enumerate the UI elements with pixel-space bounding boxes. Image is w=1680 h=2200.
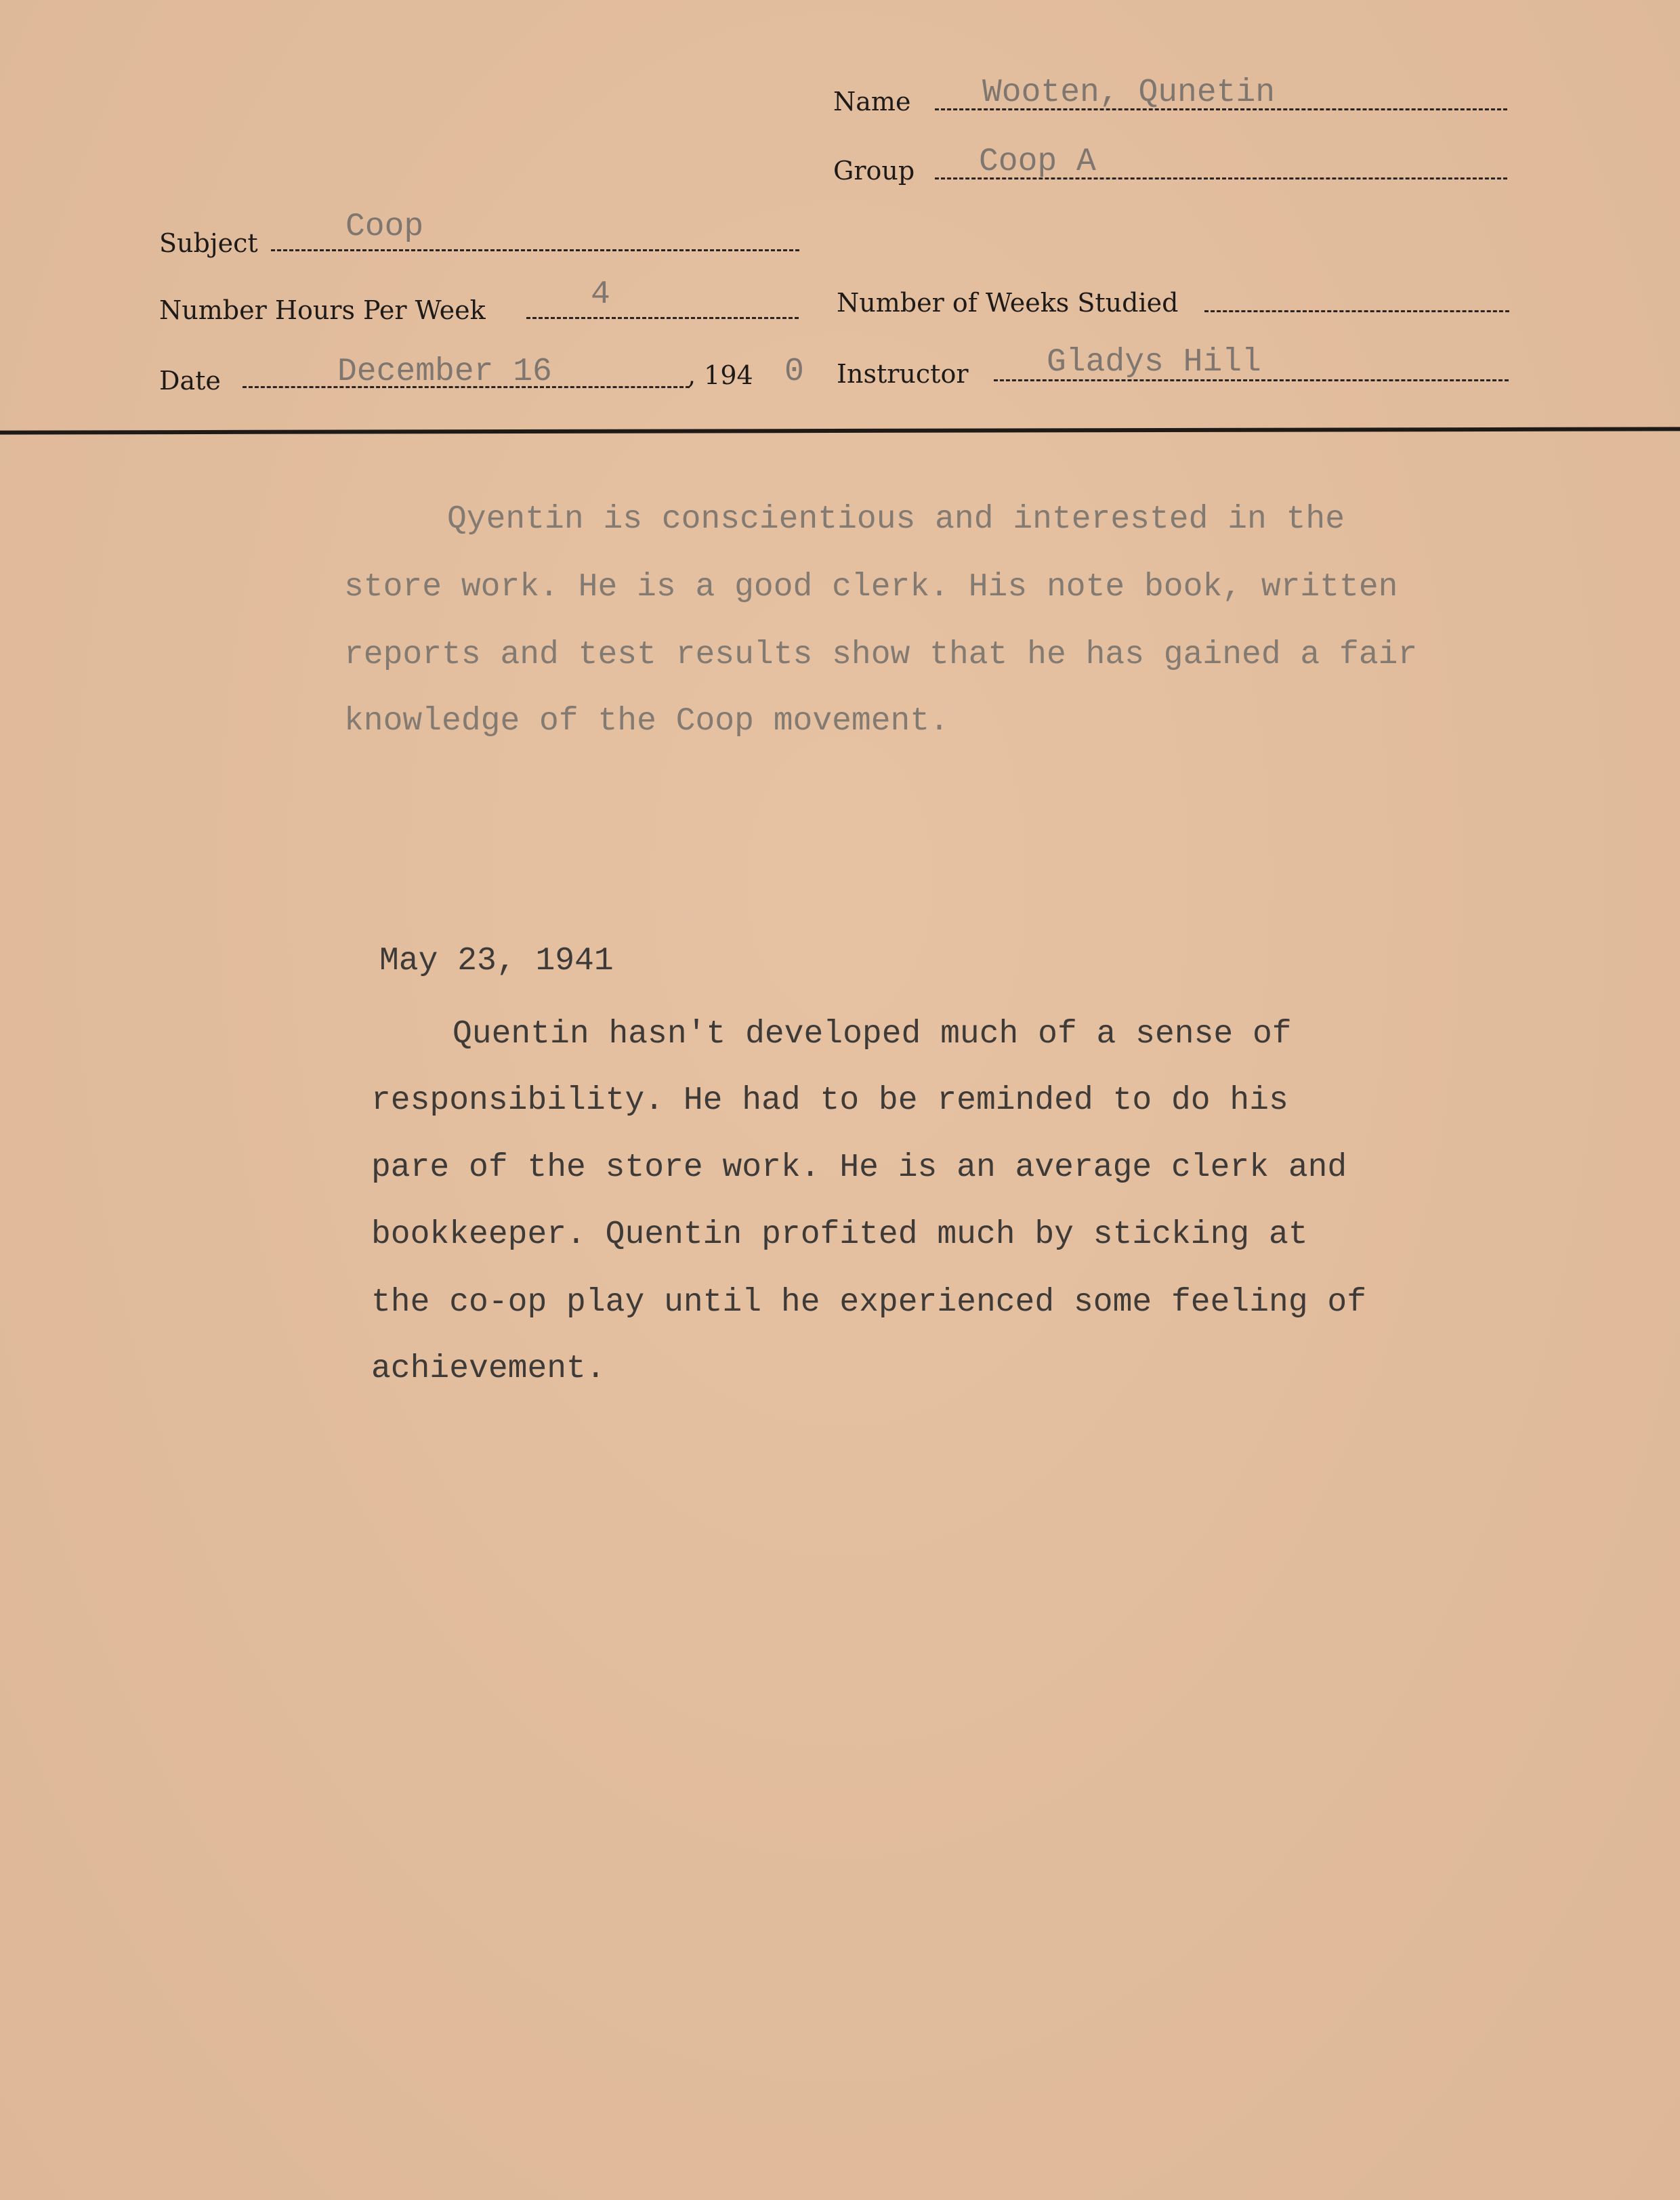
report-2-line: achievement. (371, 1351, 606, 1387)
report-2-line: bookkeeper. Quentin profited much by sticking at (371, 1217, 1308, 1253)
date-value: December 16 (337, 354, 552, 390)
report-1-line: Qyentin is conscientious and interested in the (447, 501, 1345, 538)
subject-value: Coop (345, 209, 424, 245)
group-value: Coop A (979, 144, 1096, 180)
report-2-line: responsibility. He had to be reminded to do his (371, 1082, 1288, 1119)
report-2-line: the co-op play until he experienced some feeling of (371, 1284, 1367, 1321)
year-suffix: 0 (784, 354, 804, 390)
report-1-line: reports and test results show that he has gained a fair (344, 637, 1418, 673)
group-label: Group (833, 156, 915, 186)
report-1-line: knowledge of the Coop movement. (344, 703, 949, 740)
instructor-value: Gladys Hill (1047, 344, 1261, 381)
hours-line (526, 317, 799, 319)
report-1-line: store work. He is a good clerk. His note book, written (344, 569, 1398, 606)
name-label: Name (833, 87, 911, 117)
date-label: Date (159, 366, 221, 396)
hours-value: 4 (591, 276, 610, 313)
report-2-line: Quentin hasn't developed much of a sense of (453, 1016, 1292, 1053)
weeks-label: Number of Weeks Studied (837, 288, 1179, 318)
hours-label: Number Hours Per Week (159, 295, 486, 325)
subject-label: Subject (159, 228, 258, 258)
name-value: Wooten, Qunetin (982, 75, 1276, 111)
report-2-date: May 23, 1941 (379, 943, 614, 979)
weeks-line (1204, 310, 1509, 312)
report-2-line: pare of the store work. He is an average clerk and (371, 1149, 1347, 1186)
subject-line (271, 249, 799, 251)
instructor-label: Instructor (837, 359, 969, 389)
header-divider (0, 427, 1680, 434)
year-prefix: , 194 (688, 360, 753, 390)
